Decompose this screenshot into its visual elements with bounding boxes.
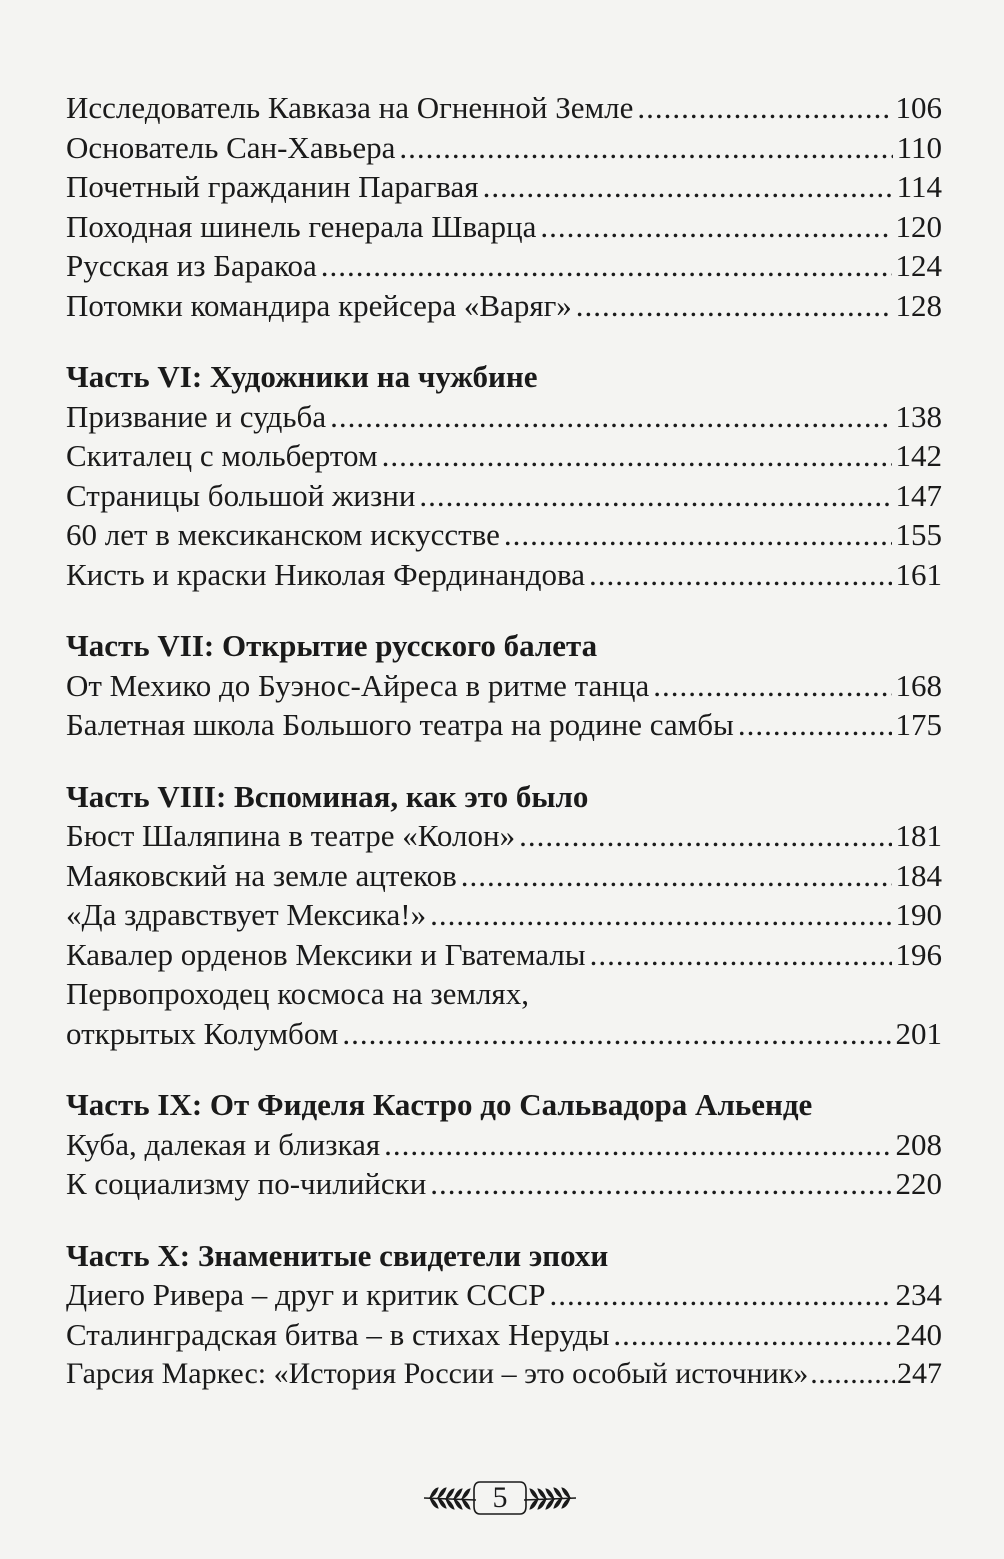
toc-entry-page: 220	[895, 1166, 942, 1201]
toc-entry-title: открытых Колумбом	[66, 1015, 339, 1051]
leader-dots	[738, 705, 892, 745]
toc-entry-title: Русская из Баракоа	[66, 248, 317, 283]
leader-dots	[637, 88, 891, 128]
toc-entry-title-line1: Первопроходец космоса на землях,	[66, 976, 529, 1011]
leader-dots	[653, 666, 891, 706]
toc-entry	[66, 246, 942, 286]
toc-entry-page: 247	[897, 1357, 942, 1390]
toc-entry	[66, 895, 942, 935]
toc-entry-page: 124	[895, 248, 942, 283]
leader-dots	[430, 1164, 891, 1204]
toc-entry-title: Куба, далекая и близкая	[66, 1126, 381, 1162]
toc-entry-title: Призвание и судьба	[66, 398, 327, 434]
leader-dots	[590, 935, 892, 975]
toc-entry-page: 190	[895, 897, 942, 932]
toc-entry	[66, 856, 942, 896]
toc-entry-page: 138	[895, 398, 942, 434]
leader-dots	[430, 895, 891, 935]
toc-entry-page: 114	[896, 169, 942, 204]
toc-entry	[66, 1125, 942, 1165]
part-heading: Часть X: Знаменитые свидетели эпохи	[66, 1237, 609, 1273]
leader-dots	[613, 1315, 891, 1355]
table-of-contents	[66, 88, 942, 1394]
leader-dots	[419, 476, 891, 516]
toc-entry-title: Основатель Сан-Хавьера	[66, 129, 396, 165]
toc-entry-title: К социализму по-чилийски	[66, 1166, 427, 1201]
toc-entry-page: 201	[895, 1015, 942, 1051]
toc-entry-page: 110	[896, 129, 942, 165]
toc-entry-page: 184	[895, 857, 942, 893]
toc-entry-title: Скиталец с мольбертом	[66, 438, 378, 473]
toc-entry	[66, 1275, 942, 1315]
leader-dots	[483, 167, 893, 207]
page-number: 5	[492, 1481, 508, 1514]
toc-entry	[66, 128, 942, 168]
toc-entry	[66, 1014, 942, 1054]
toc-entry-title: Почетный гражданин Парагвая	[66, 169, 479, 204]
leader-dots	[504, 515, 892, 555]
toc-entry	[66, 666, 942, 706]
toc-entry-page: 208	[895, 1126, 942, 1162]
toc-entry-page: 234	[895, 1277, 942, 1312]
part-heading: Часть VI: Художники на чужбине	[66, 359, 538, 394]
toc-entry	[66, 705, 942, 745]
toc-entry-page: 161	[895, 556, 942, 592]
toc-entry-title: Бюст Шаляпина в театре «Колон»	[66, 818, 516, 853]
toc-entry-page: 181	[895, 818, 942, 853]
toc-entry-title: Сталинградская битва – в стихах Неруды	[66, 1316, 610, 1352]
leader-dots	[382, 436, 892, 476]
toc-entry-title: Потомки командира крейсера «Варяг»	[66, 287, 572, 323]
toc-entry-page: 155	[895, 517, 942, 552]
toc-entry-title: Балетная школа Большого театра на родине самбы	[66, 707, 734, 742]
toc-entry-title: Кавалер орденов Мексики и Гватемалы	[66, 936, 586, 972]
toc-entry-title: Кисть и краски Николая Фердинандова	[66, 556, 585, 592]
toc-entry	[66, 436, 942, 476]
toc-entry-page: 196	[895, 936, 942, 972]
leader-dots	[576, 286, 892, 326]
toc-entry-page: 147	[895, 477, 942, 513]
leader-dots	[342, 1014, 891, 1054]
toc-entry-title: Гарсия Маркес: «История России – это особый источник»	[66, 1357, 809, 1390]
leader-dots	[589, 555, 892, 595]
toc-entry-title: Диего Ривера – друг и критик СССР	[66, 1277, 546, 1312]
toc-entry	[66, 1315, 942, 1355]
toc-entry-page: 142	[895, 438, 942, 473]
part-heading: Часть VII: Открытие русского балета	[66, 628, 598, 663]
toc-entry-title: Исследователь Кавказа на Огненной Земле	[66, 90, 634, 125]
page-footer	[420, 1476, 580, 1520]
leader-dots	[384, 1125, 891, 1165]
leader-dots	[321, 246, 892, 286]
toc-entry-title: «Да здравствует Мексика!»	[66, 897, 427, 932]
leader-dots	[540, 207, 891, 247]
toc-entry	[66, 397, 942, 437]
toc-entry-page: 128	[895, 287, 942, 323]
toc-entry-page: 120	[895, 208, 942, 244]
leader-dots	[550, 1275, 892, 1315]
toc-entry-title: 60 лет в мексиканском искусстве	[66, 517, 500, 552]
toc-entry-title: Маяковский на земле ацтеков	[66, 857, 457, 893]
toc-entry	[66, 1354, 942, 1394]
toc-entry-title: Страницы большой жизни	[66, 477, 416, 513]
toc-entry	[66, 88, 942, 128]
toc-entry	[66, 515, 942, 555]
toc-entry-page: 168	[895, 667, 942, 703]
toc-entry-page: 106	[895, 90, 942, 125]
toc-entry-title: От Мехико до Буэнос-Айреса в ритме танца	[66, 667, 650, 703]
part-heading: Часть VIII: Вспоминая, как это было	[66, 778, 589, 814]
toc-entry	[66, 935, 942, 975]
toc-entry-title: Походная шинель генерала Шварца	[66, 208, 537, 244]
toc-entry	[66, 816, 942, 856]
leader-dots	[330, 397, 891, 437]
toc-entry	[66, 207, 942, 247]
leader-dots	[519, 816, 891, 856]
toc-entry-page: 175	[895, 707, 942, 742]
toc-entry	[66, 286, 942, 326]
toc-entry	[66, 555, 942, 595]
toc-entry	[66, 167, 942, 207]
toc-entry	[66, 476, 942, 516]
toc-entry	[66, 1164, 942, 1204]
toc-entry-page: 240	[895, 1316, 942, 1352]
part-heading: Часть IX: От Фиделя Кастро до Сальвадора Альенде	[66, 1087, 813, 1122]
leader-dots	[399, 128, 892, 168]
leader-dots	[810, 1354, 895, 1394]
leader-dots	[461, 856, 892, 896]
